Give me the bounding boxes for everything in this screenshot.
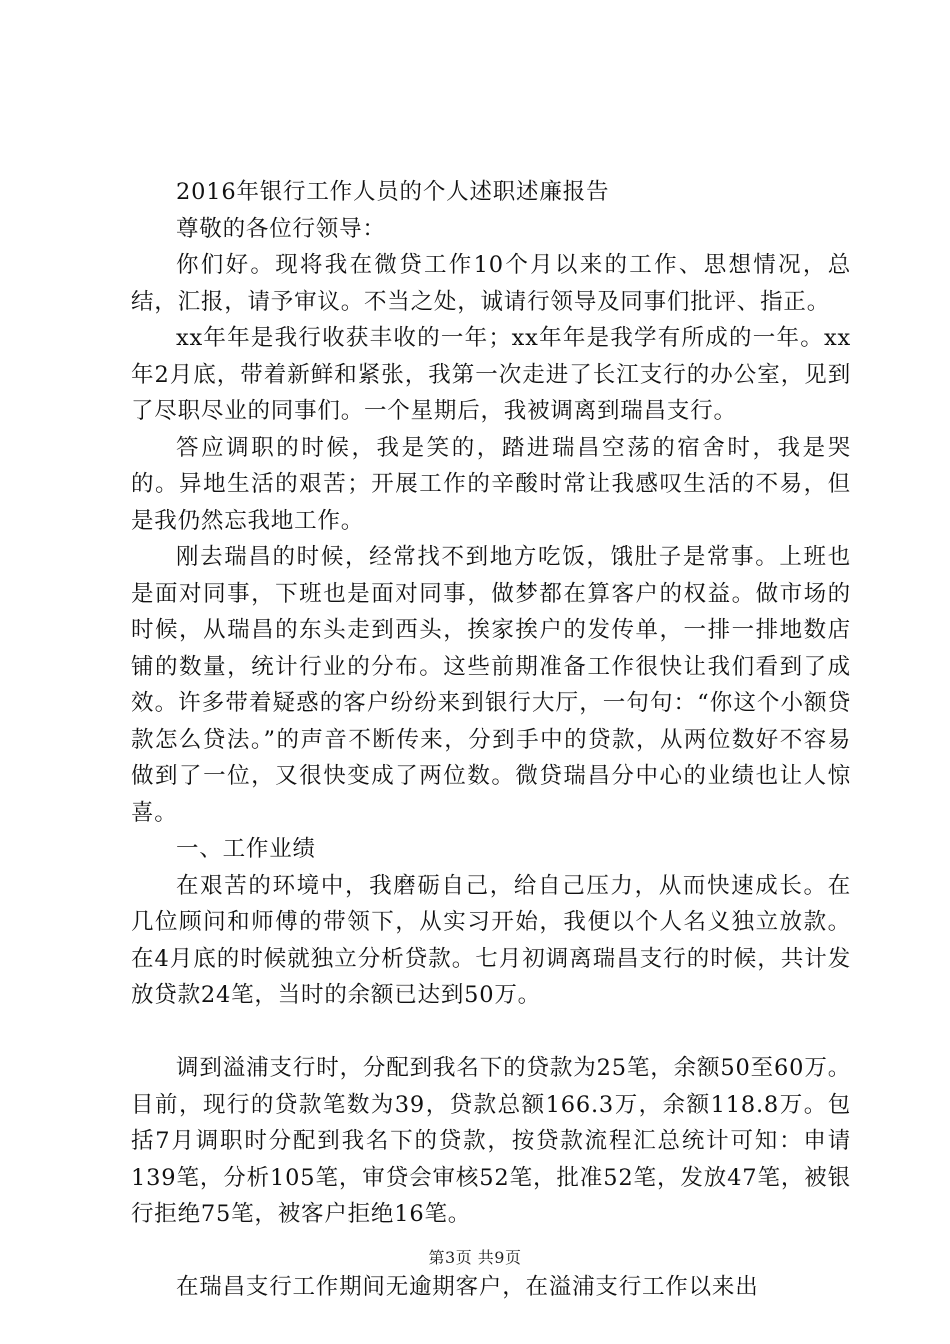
- section-heading-performance: 一、工作业绩: [176, 836, 316, 862]
- page-footer: 第3页 共9页: [428, 1248, 522, 1267]
- document-title: 2016年银行工作人员的个人述职述廉报告: [176, 179, 610, 205]
- salutation: 尊敬的各位行领导：: [176, 215, 386, 242]
- paragraph-greeting: 你们好。现将我在微贷工作10个月以来的工作、思想情况，总结，汇报，请予审议。不当之处，诚请行领导及同事们批评、指正。: [131, 252, 851, 315]
- document-body: [131, 174, 851, 1306]
- paragraph-transfer: 答应调职的时候，我是笑的，踏进瑞昌空荡的宿舍时，我是哭的。异地生活的艰苦；开展工作的辛酸时常让我感叹生活的不易，但是我仍然忘我地工作。: [131, 434, 851, 534]
- paragraph-harvest-year: xx年年是我行收获丰收的一年；xx年年是我学有所成的一年。xx年2月底，带着新鲜和紧张，我第一次走进了长江支行的办公室，见到了尽职尽业的同事们。一个星期后，我被调离到瑞昌支行。: [131, 325, 851, 424]
- paragraph-overdue: 在瑞昌支行工作期间无逾期客户，在溢浦支行工作以来出: [176, 1274, 759, 1300]
- paragraph-ruichang-life: 刚去瑞昌的时候，经常找不到地方吃饭，饿肚子是常事。上班也是面对同事，下班也是面对同事，做梦都在算客户的权益。做市场的时候，从瑞昌的东头走到西头，挨家挨户的发传单，一排一排地数店铺的数量，统计行业的分布。这些前期准备工作很快让我们看到了成效。许多带着疑惑的客户纷纷来到银行大厅，一句句：“你这个小额贷款怎么贷法。”的声音不断传来，分到手中的贷款，从两位数好不容易做到了一位，又很快变成了两位数。微贷瑞昌分中心的业绩也让人惊喜。: [131, 544, 851, 826]
- paragraph-growth: 在艰苦的环境中，我磨砺自己，给自己压力，从而快速成长。在几位顾问和师傅的带领下，从实习开始，我便以个人名义独立放款。在4月底的时候就独立分析贷款。七月初调离瑞昌支行的时候，共计发放贷款24笔，当时的余额已达到50万。: [131, 872, 851, 1008]
- paragraph-yipu-loans: 调到溢浦支行时，分配到我名下的贷款为25笔，余额50至60万。目前，现行的贷款笔数为39，贷款总额166.3万，余额118.8万。包括7月调职时分配到我名下的贷款，按贷款流程汇总统计可知：申请139笔，分析105笔，审贷会审核52笔，批准52笔，发放47笔，被银行拒绝75笔，被客户拒绝16笔。: [131, 1055, 851, 1227]
